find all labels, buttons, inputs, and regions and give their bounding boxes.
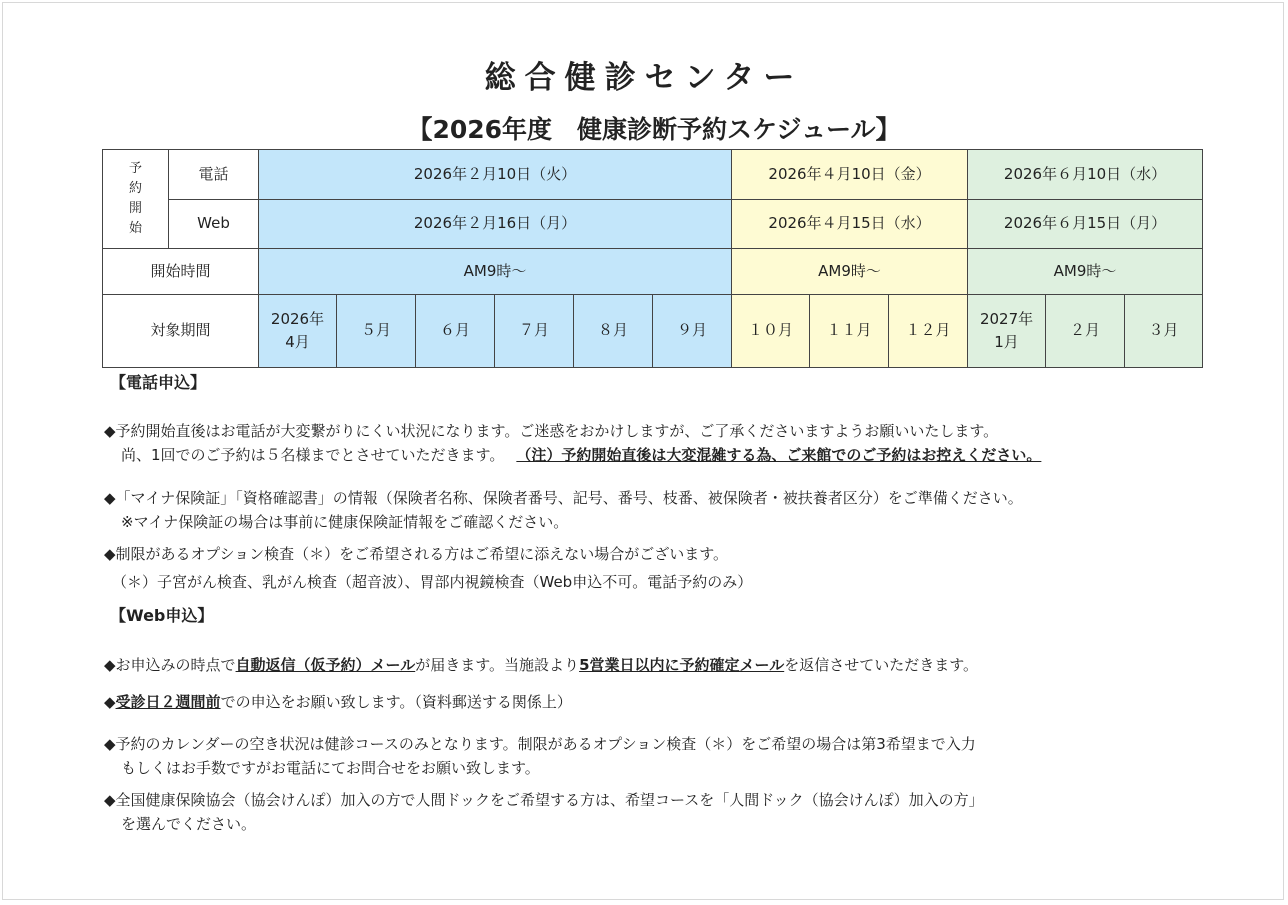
month-cell: 2027年 1月: [968, 295, 1046, 368]
web-note-3: ◆予約のカレンダーの空き状況は健診コースのみとなります。制限があるオプション検査（＊）をご希望の場合は第3希望まで入力: [104, 735, 976, 753]
month-cell: ７月: [495, 295, 574, 368]
phone-note-3: ◆制限があるオプション検査（＊）をご希望される方はご希望に添えない場合がございます。: [104, 545, 728, 563]
web-note-2: ◆受診日２週間前での申込をお願い致します。（資料郵送する関係上）: [104, 693, 572, 711]
page-title: 総合健診センター: [484, 60, 804, 96]
start-time-3: AM9時～: [968, 249, 1203, 295]
web-start-date-1: 2026年２月16日（月）: [259, 200, 732, 249]
month-cell: ３月: [1125, 295, 1203, 368]
web-note-3-cont: もしくはお手数ですがお電話にてお問合せをお願い致します。: [121, 759, 540, 777]
web-start-date-2: 2026年４月15日（水）: [732, 200, 968, 249]
phone-note-1: ◆予約開始直後はお電話が大変繋がりにくい状況になります。ご迷惑をおかけしますが、ご了承くださいますようお願いいたします。: [104, 422, 999, 440]
month-cell: １０月: [732, 295, 810, 368]
month-cell: ６月: [416, 295, 495, 368]
phone-note-2-cont: ※マイナ保険証の場合は事前に健康保険証情報をご確認ください。: [121, 513, 569, 531]
schedule-table: [102, 149, 1203, 368]
web-note-4: ◆全国健康保険協会（協会けんぽ）加入の方で人間ドックをご希望する方は、希望コースを「人間ドック（協会けんぽ）加入の方」: [104, 791, 984, 809]
phone-label: 電話: [169, 150, 259, 200]
month-cell: １２月: [889, 295, 968, 368]
month-cell: ２月: [1046, 295, 1125, 368]
month-cell: ５月: [337, 295, 416, 368]
month-cell: １１月: [810, 295, 889, 368]
web-label: Web: [169, 200, 259, 249]
phone-section-heading: 【電話申込】: [110, 373, 207, 392]
web-section-heading: 【Web申込】: [110, 606, 214, 625]
month-cell: ８月: [574, 295, 653, 368]
web-note-1: ◆お申込みの時点で自動返信（仮予約）メールが届きます。当施設より5営業日以内に予約確定メールを返信させていただきます。: [104, 656, 979, 674]
month-cell: 2026年 4月: [259, 295, 337, 368]
web-note-4-cont: を選んでください。: [121, 815, 257, 833]
phone-start-date-1: 2026年２月10日（火）: [259, 150, 732, 200]
page-subtitle: 【2026年度 健康診断予約スケジュール】: [407, 115, 901, 144]
reservation-start-label: 予 約 開 始: [103, 150, 169, 249]
phone-caution-note: （注）予約開始直後は大変混雑する為、ご来館でのご予約はお控えください。: [516, 446, 1042, 464]
target-period-label: 対象期間: [103, 295, 259, 368]
phone-start-date-2: 2026年４月10日（金）: [732, 150, 968, 200]
start-time-2: AM9時～: [732, 249, 968, 295]
phone-start-date-3: 2026年６月10日（水）: [968, 150, 1203, 200]
start-time-1: AM9時～: [259, 249, 732, 295]
start-time-label: 開始時間: [103, 249, 259, 295]
month-cell: ９月: [653, 295, 732, 368]
phone-note-3-cont: （＊）子宮がん検査、乳がん検査（超音波）、胃部内視鏡検査（Web申込不可。電話予約のみ）: [112, 573, 753, 591]
web-start-date-3: 2026年６月15日（月）: [968, 200, 1203, 249]
phone-note-2: ◆「マイナ保険証」「資格確認書」の情報（保険者名称、保険者番号、記号、番号、枝番、被保険者・被扶養者区分）をご準備ください。: [104, 489, 1023, 507]
phone-note-1-cont: 尚、1回でのご予約は５名様までとさせていただきます。 （注）予約開始直後は大変混雑する為、ご来館でのご予約はお控えください。: [121, 446, 1042, 464]
